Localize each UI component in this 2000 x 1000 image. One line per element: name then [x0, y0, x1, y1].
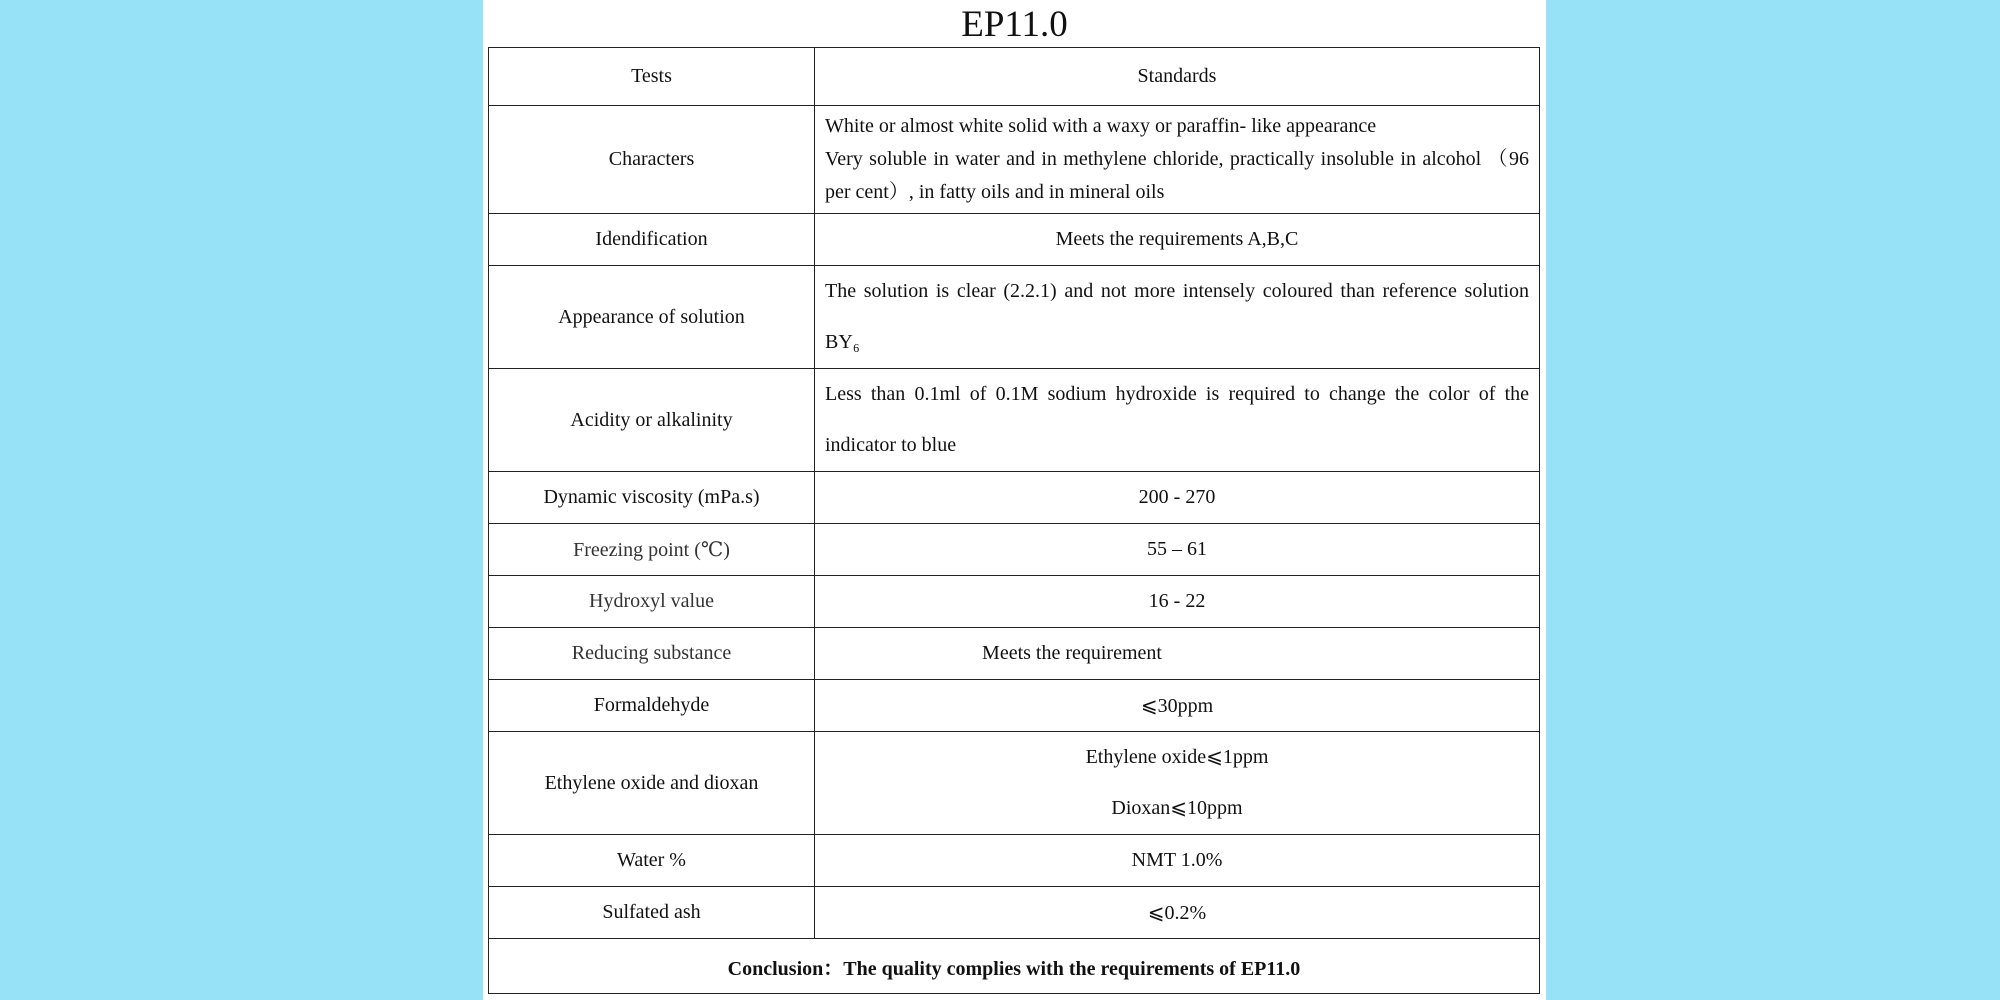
standard-value: The solution is clear (2.2.1) and not more intensely coloured than reference solution BY₆ [815, 266, 1540, 369]
test-name: Formaldehyde [489, 680, 815, 732]
table-row [489, 369, 1540, 472]
standard-value: 16 - 22 [815, 576, 1540, 628]
test-name: Hydroxyl value [489, 576, 815, 628]
table-row [489, 214, 1540, 266]
test-name: Dynamic viscosity (mPa.s) [489, 472, 815, 524]
table-row [489, 680, 1540, 732]
test-name: Appearance of solution [489, 266, 815, 369]
standard-line: Ethylene oxide⩽1ppm [1085, 746, 1269, 768]
standard-value [815, 732, 1540, 835]
test-name: Idendification [489, 214, 815, 266]
test-name: Acidity or alkalinity [489, 369, 815, 472]
standard-value: Meets the requirements A,B,C [815, 214, 1540, 266]
standard-value [815, 106, 1540, 214]
standard-value: ⩽0.2% [815, 887, 1540, 939]
test-name: Sulfated ash [489, 887, 815, 939]
table-row [489, 576, 1540, 628]
table-row [489, 732, 1540, 835]
conclusion-row [489, 939, 1540, 994]
test-name: Reducing substance [489, 628, 815, 680]
table-row [489, 266, 1540, 369]
table-row [489, 524, 1540, 576]
table-row [489, 106, 1540, 214]
standard-value: 200 - 270 [815, 472, 1540, 524]
standard-value [815, 628, 1540, 680]
conclusion-text: Conclusion：The quality complies with the requirements of EP11.0 [489, 939, 1540, 994]
standard-line: Very soluble in water and in methylene chloride, practically insoluble in alcohol （96 per cent）, in fatty oils and in mineral oils [825, 148, 1529, 203]
column-header-tests: Tests [489, 48, 815, 106]
test-name: Freezing point (℃) [489, 524, 815, 576]
column-header-standards: Standards [815, 48, 1540, 106]
table-row [489, 472, 1540, 524]
standard-value: NMT 1.0% [815, 835, 1540, 887]
table-header-row [489, 48, 1540, 106]
document-title: EP11.0 [961, 4, 1068, 45]
standard-line: White or almost white solid with a waxy or paraffin- like appearance [825, 115, 1377, 137]
test-name: Ethylene oxide and dioxan [489, 732, 815, 835]
standard-value: ⩽30ppm [815, 680, 1540, 732]
table-row [489, 835, 1540, 887]
standard-value: Less than 0.1ml of 0.1M sodium hydroxide is required to change the color of the indicator to blue [815, 369, 1540, 472]
test-name: Characters [489, 106, 815, 214]
test-name: Water % [489, 835, 815, 887]
standard-line: Dioxan⩽10ppm [1111, 797, 1243, 819]
table-row [489, 887, 1540, 939]
standard-text: Meets the requirement [982, 642, 1162, 664]
table-row [489, 628, 1540, 680]
standard-value: 55 – 61 [815, 524, 1540, 576]
specification-table [488, 47, 1559, 994]
document-sheet [483, 0, 1559, 1000]
